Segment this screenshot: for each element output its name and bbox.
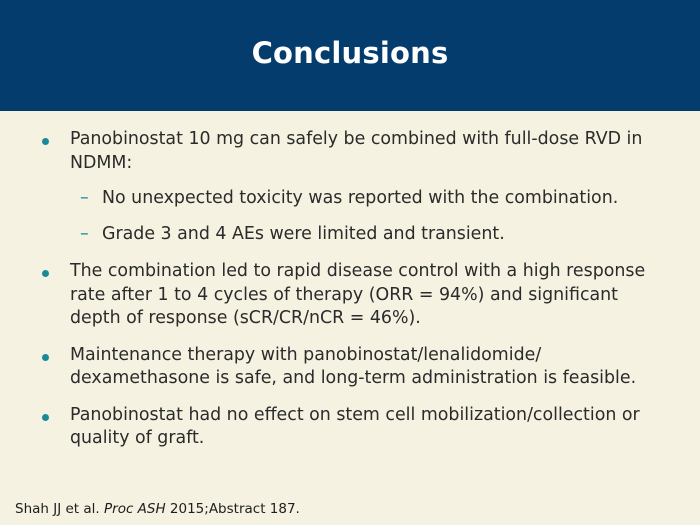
reference-details: 2015;Abstract 187. — [165, 501, 300, 517]
dash-icon: – — [80, 223, 89, 244]
sub-bullet-item — [0, 223, 700, 247]
slide-content — [0, 128, 700, 464]
sub-bullet-text: Grade 3 and 4 AEs were limited and transient. — [102, 223, 505, 244]
sub-bullet-item — [0, 187, 700, 211]
bullet-text: The combination led to rapid disease control with a high response rate after 1 to 4 cycles of therapy (ORR = 94%) and significant depth of response (sCR/CR/nCR = 46%). — [70, 261, 646, 328]
dash-icon: – — [80, 188, 89, 208]
bullet-item — [0, 128, 700, 175]
slide-title: Conclusions — [251, 35, 449, 70]
bullet-item — [0, 260, 700, 331]
bullet-dot-icon — [42, 138, 49, 145]
bullet-text: Panobinostat had no effect on stem cell mobilization/collection or quality of graft. — [70, 404, 640, 448]
reference-authors: Shah JJ et al. — [15, 501, 104, 517]
bullet-dot-icon — [42, 270, 49, 277]
bullet-item — [0, 404, 700, 451]
bullet-dot-icon — [42, 414, 49, 421]
bullet-dot-icon — [42, 354, 49, 361]
bullet-item — [0, 344, 700, 391]
sub-bullet-text: No unexpected toxicity was reported with the combination. — [102, 188, 619, 208]
reference-journal: Proc ASH — [104, 501, 166, 517]
bullet-text: Maintenance therapy with panobinostat/lenalidomide/ dexamethasone is safe, and long-term administration is feasible. — [70, 344, 637, 388]
reference-citation — [15, 501, 300, 517]
sub-bullet-list — [0, 187, 700, 246]
title-bar — [0, 0, 700, 111]
bullet-text: Panobinostat 10 mg can safely be combined with full-dose RVD in NDMM: — [70, 129, 643, 173]
